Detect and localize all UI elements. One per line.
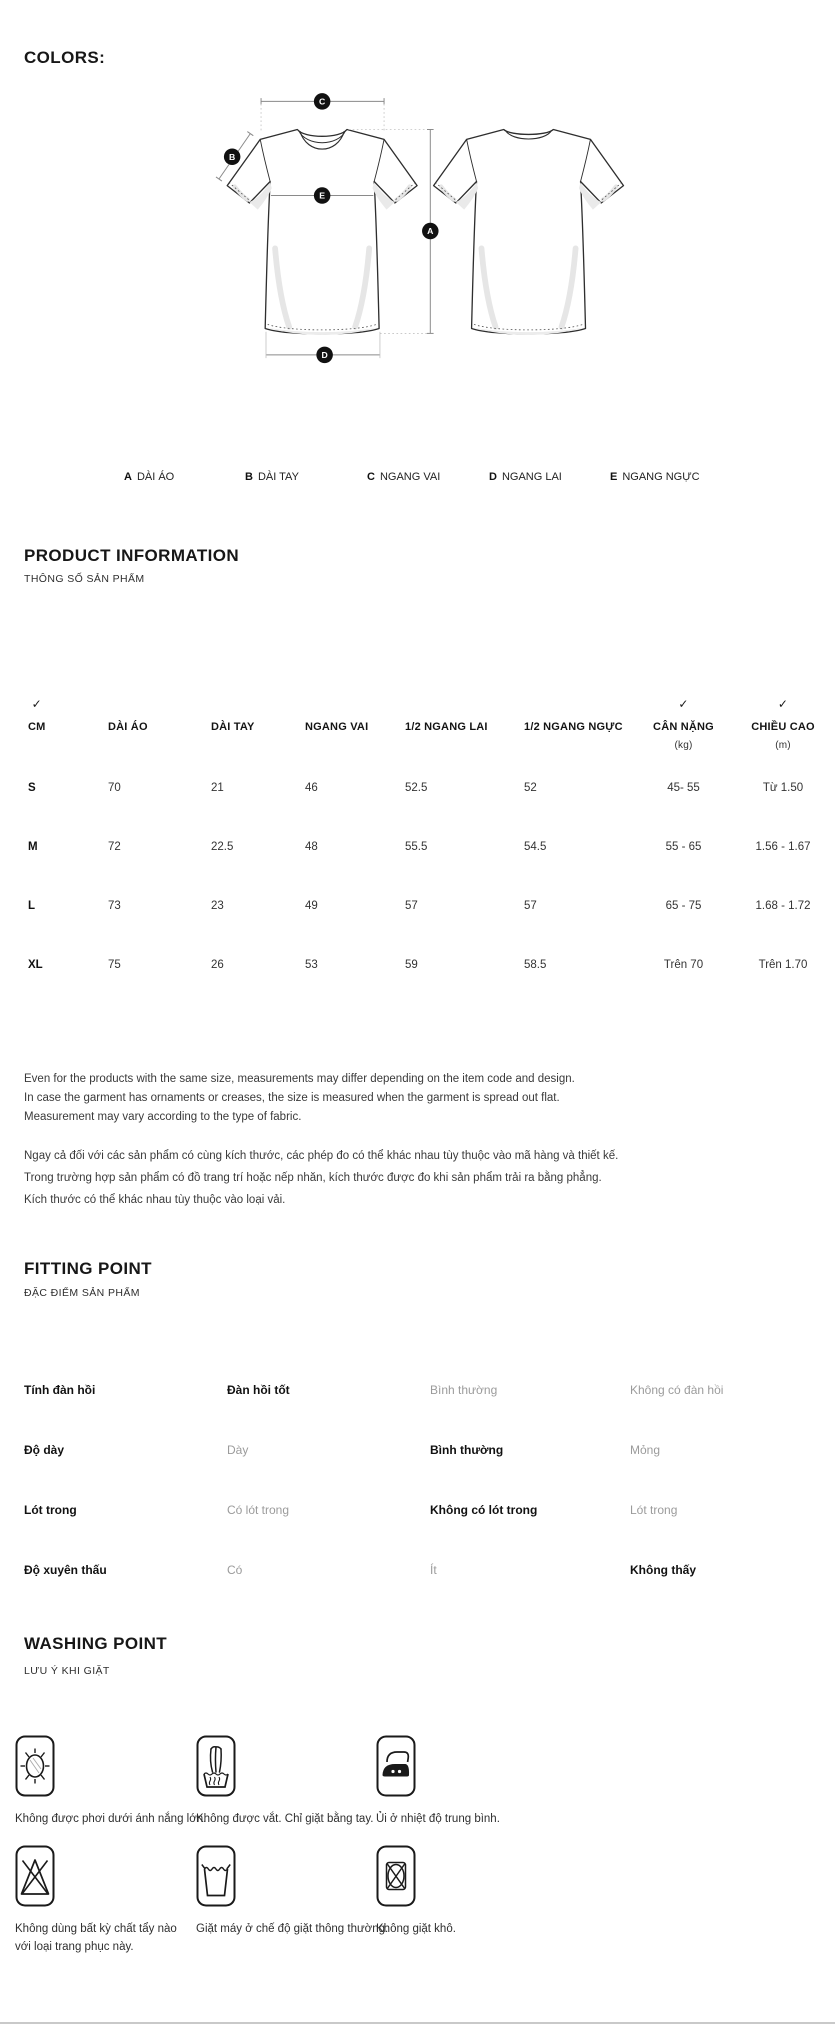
colors-heading: COLORS: xyxy=(24,48,106,67)
product-information-title: PRODUCT INFORMATION xyxy=(24,546,240,565)
fitting-point-subtitle: ĐẶC ĐIỂM SẢN PHẨM xyxy=(24,1287,140,1299)
measure-badge-a xyxy=(422,223,439,240)
measurement-notes-en: Even for the products with the same size, measurements may differ depending on the item code and design. In case the garment has ornaments or creases, the size is measured when the garment is spread out flat. Measurement may vary according to the type of fabric. xyxy=(24,1073,575,1123)
washing-caption: Không được phơi dưới ánh nắng lớn. xyxy=(15,1813,207,1825)
washing-item xyxy=(376,1735,500,1828)
washing-point-subtitle: LƯU Ý KHI GIẶT xyxy=(24,1665,110,1677)
washing-caption: Không giặt khô. xyxy=(376,1923,456,1935)
size-diagram xyxy=(0,75,835,430)
product-information-subtitle: THÔNG SỐ SẢN PHẨM xyxy=(24,573,145,585)
measure-badge-d xyxy=(316,347,333,364)
washing-caption: Ủi ở nhiệt độ trung bình. xyxy=(376,1813,500,1825)
size-row-xl: XL 75 26 53 59 58.5 Trên 70 Trên 1.70 xyxy=(28,958,808,971)
measure-legend xyxy=(0,471,835,487)
washing-caption: Không được vắt. Chỉ giặt bằng tay. xyxy=(196,1813,374,1825)
no-dry-clean-icon xyxy=(376,1845,416,1907)
hand-wash-icon xyxy=(196,1735,236,1797)
tshirt-front xyxy=(227,129,417,335)
size-table xyxy=(24,688,835,994)
measurement-notes-vi: Ngay cả đối với các sản phẩm có cùng kích thước, các phép đo có thể khác nhau tùy thuộc vào mã hàng và thiết kế. Trong trường hợp sản phẩm có đồ trang trí hoặc nếp nhăn, kích thước được đo khi sản phẩm trải ra bằng phẳng. Kích thước có thể khác nhau tùy thuộc vào loại vải. xyxy=(24,1150,619,1206)
svg-text:A: A xyxy=(427,226,434,237)
check-icon: ✓ xyxy=(777,697,789,711)
col-header-dai-tay: DÀI TAY xyxy=(211,721,255,733)
col-header-chieu-cao: ✓ CHIỀU CAO (m) xyxy=(751,697,815,751)
no-bleach-icon xyxy=(15,1845,55,1907)
measure-badge-b xyxy=(224,148,241,165)
tshirt-back xyxy=(434,129,624,335)
fitting-row-lining: Lót trong Có lót trong Không có lót trong Lót trong xyxy=(24,1503,678,1517)
washing-point-title: WASHING POINT xyxy=(24,1634,168,1653)
size-row-s: S 70 21 46 52.5 52 45- 55 Từ 1.50 xyxy=(28,781,804,794)
svg-text:B: B xyxy=(229,151,236,162)
measure-badge-e xyxy=(314,187,331,204)
fitting-row-thickness: Độ dày Dày Bình thường Mỏng xyxy=(24,1443,661,1457)
washing-row-1 xyxy=(15,1735,500,1828)
svg-text:D: D xyxy=(321,350,328,361)
washing-caption: Giặt máy ở chế độ giặt thông thường. xyxy=(196,1923,389,1935)
fitting-row-transparency: Độ xuyên thấu Có Ít Không thấy xyxy=(24,1563,696,1577)
col-header-dai-ao: DÀI ÁO xyxy=(108,721,148,733)
size-table-header xyxy=(24,688,835,758)
check-icon: ✓ xyxy=(31,697,42,711)
legend-item-d: D NGANG LAI xyxy=(489,471,562,483)
size-row-m: M 72 22.5 48 55.5 54.5 55 - 65 1.56 - 1.67 xyxy=(28,840,811,853)
machine-wash-icon xyxy=(196,1845,236,1907)
legend-item-a: A DÀI ÁO xyxy=(124,471,175,483)
col-header-cm: ✓ CM xyxy=(28,697,46,733)
svg-text:C: C xyxy=(319,96,326,107)
col-header-can-nang: ✓ CÂN NẶNG (kg) xyxy=(653,697,714,751)
check-icon: ✓ xyxy=(678,697,689,711)
washing-item xyxy=(196,1845,388,1956)
no-sunlight-icon xyxy=(15,1735,55,1797)
legend-item-b: B DÀI TAY xyxy=(245,471,299,483)
legend-item-c: C NGANG VAI xyxy=(367,471,441,483)
svg-text:E: E xyxy=(319,190,326,201)
size-row-l: L 73 23 49 57 57 65 - 75 1.68 - 1.72 xyxy=(28,899,811,912)
col-header-ngang-nguc: 1/2 NGANG NGỰC xyxy=(524,721,623,733)
iron-medium-icon xyxy=(376,1735,416,1797)
measure-badge-c xyxy=(314,93,331,110)
washing-item xyxy=(15,1845,191,1956)
fitting-row-elasticity: Tính đàn hồi Đàn hồi tốt Bình thường Không có đàn hồi xyxy=(24,1383,724,1397)
col-header-ngang-vai: NGANG VAI xyxy=(305,721,369,733)
washing-item xyxy=(376,1845,456,1956)
washing-item xyxy=(15,1735,206,1828)
washing-item xyxy=(196,1735,373,1828)
washing-row-2 xyxy=(15,1845,456,1956)
fitting-table xyxy=(24,1360,835,1600)
fitting-point-title: FITTING POINT xyxy=(24,1259,152,1278)
col-header-ngang-lai: 1/2 NGANG LAI xyxy=(405,721,488,733)
washing-caption: Không dùng bất kỳ chất tẩy nào với loại trang phục này. xyxy=(15,1923,177,1953)
legend-item-e: E NGANG NGỰC xyxy=(610,471,700,483)
